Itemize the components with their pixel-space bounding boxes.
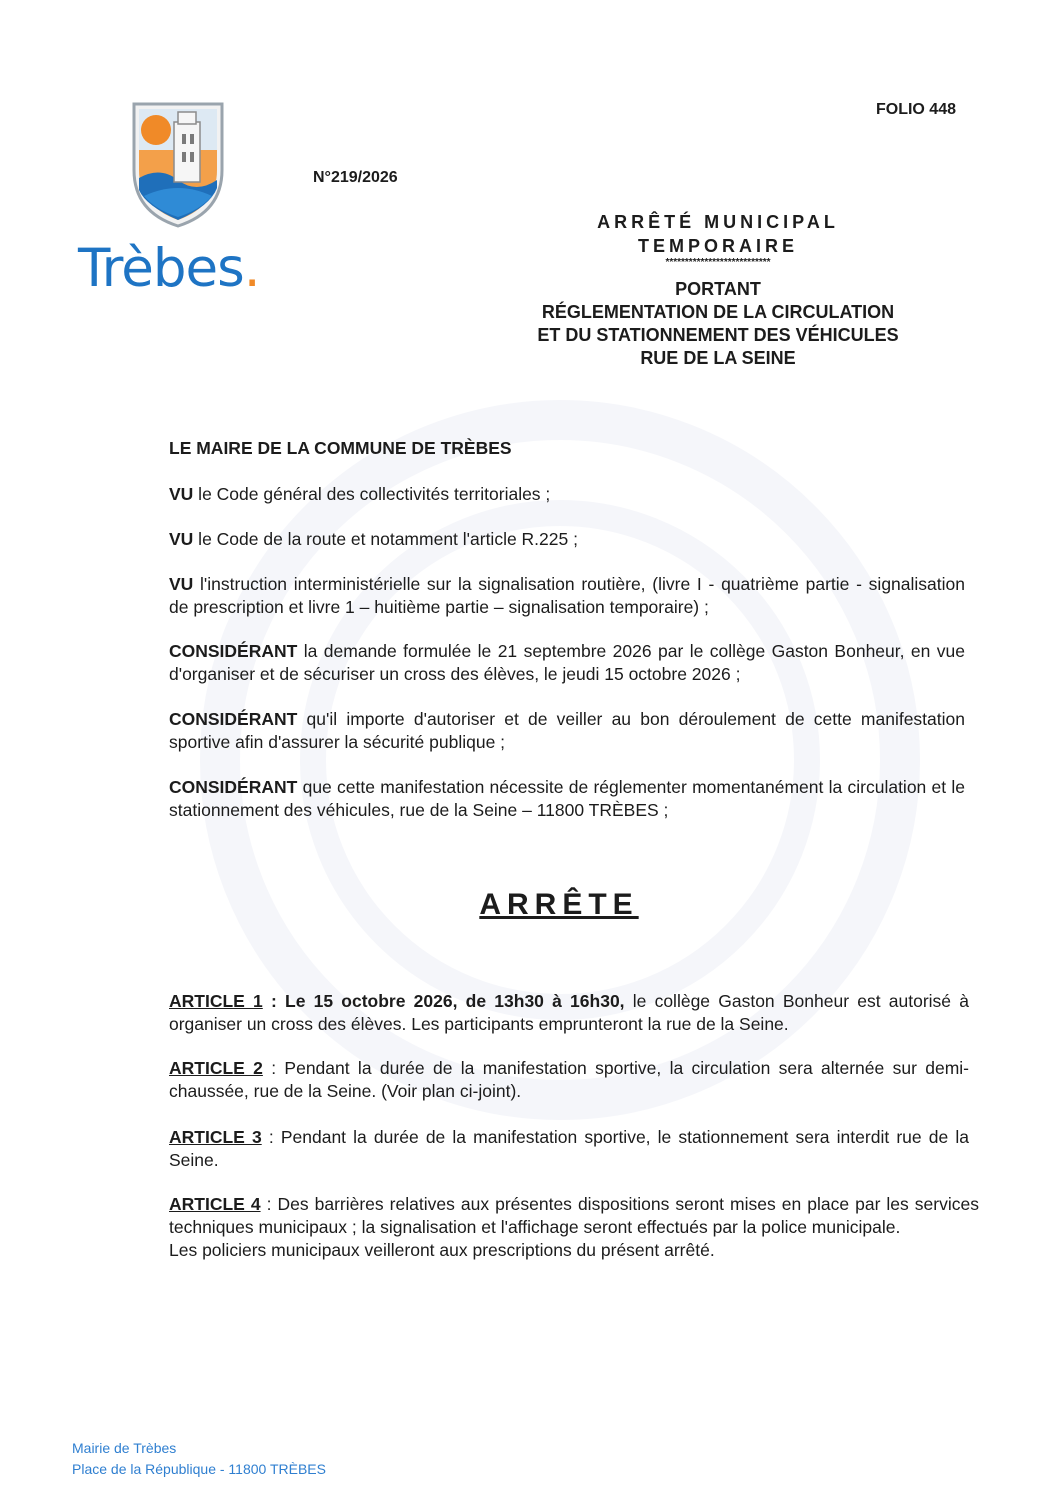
article-3 xyxy=(169,1126,969,1172)
mayor-heading: LE MAIRE DE LA COMMUNE DE TRÈBES xyxy=(169,438,512,458)
town-wordmark xyxy=(78,238,260,299)
folio-number: FOLIO 448 xyxy=(875,101,956,118)
considerant-label: CONSIDÉRANT xyxy=(169,709,298,729)
vu-label: VU xyxy=(169,484,194,504)
considerant-text: la demande formulée le 21 septembre 2026 par le collège Gaston Bonheur, en vue d'organiser et de sécuriser un cross des élèves, le jeudi 15 octobre 2026 ; xyxy=(169,641,965,684)
decree-type-line1: ARRÊTÉ MUNICIPAL xyxy=(597,212,839,232)
arrete-title: ARRÊTE xyxy=(479,888,639,921)
decree-type-line2: TEMPORAIRE xyxy=(637,236,798,256)
considerant-label: CONSIDÉRANT xyxy=(169,777,298,797)
article-text: : Pendant la durée de la manifestation sportive, le stationnement sera interdit rue de la Seine. xyxy=(169,1127,969,1170)
portant-label: PORTANT xyxy=(675,279,761,299)
vu-text: le Code général des collectivités territoriales ; xyxy=(193,484,551,504)
article-bold-text: : Le 15 octobre 2026, de 13h30 à 16h30, xyxy=(262,991,625,1011)
footer-line1: Mairie de Trèbes xyxy=(72,1440,177,1456)
footer-line2: Place de la République - 11800 TRÈBES xyxy=(72,1461,326,1477)
separator-stars: *************************** xyxy=(665,257,771,268)
considerant-paragraph-1 xyxy=(169,640,965,686)
decree-number: N°219/2026 xyxy=(313,169,398,186)
vu-text: l'instruction interministérielle sur la signalisation routière, (livre I - quatrième partie - signalisation de prescription et livre 1 – huitième partie – signalisation temporaire) ; xyxy=(169,574,965,617)
vu-paragraph-1 xyxy=(169,483,965,506)
article-2 xyxy=(169,1057,969,1103)
article-4 xyxy=(169,1193,979,1262)
considerant-paragraph-2 xyxy=(169,708,965,754)
wordmark-dot: . xyxy=(243,238,260,299)
town-crest-logo xyxy=(130,100,226,228)
decree-heading xyxy=(500,210,936,370)
considerant-text: que cette manifestation nécessite de réglementer momentanément la circulation et le stationnement des véhicules, rue de la Seine – 11800 TRÈBES ; xyxy=(169,777,965,820)
vu-label: VU xyxy=(169,574,194,594)
article-text: : Des barrières relatives aux présentes dispositions seront mises en place par les services techniques municipaux ; la signalisation et l'affichage seront effectués par la police municipale. xyxy=(169,1194,979,1237)
article-label: ARTICLE 4 xyxy=(169,1194,261,1214)
subject-line1: RÉGLEMENTATION DE LA CIRCULATION xyxy=(541,302,895,322)
article-text: : Pendant la durée de la manifestation sportive, la circulation sera alternée sur demi-chaussée, rue de la Seine. (Voir plan ci-joint). xyxy=(169,1058,969,1101)
considerant-text: qu'il importe d'autoriser et de veiller au bon déroulement de cette manifestation sportive afin d'assurer la sécurité publique ; xyxy=(169,709,965,752)
wordmark-text: Trèbes xyxy=(78,238,244,299)
subject-line3: RUE DE LA SEINE xyxy=(640,348,796,368)
article-label: ARTICLE 1 xyxy=(169,991,263,1011)
article-label: ARTICLE 3 xyxy=(169,1127,262,1147)
article-4-closing: Les policiers municipaux veilleront aux prescriptions du présent arrêté. xyxy=(169,1240,715,1260)
considerant-paragraph-3 xyxy=(169,776,965,822)
subject-line2: ET DU STATIONNEMENT DES VÉHICULES xyxy=(537,325,899,345)
article-1 xyxy=(169,990,969,1036)
vu-text: le Code de la route et notamment l'article R.225 ; xyxy=(193,529,578,549)
vu-paragraph-3 xyxy=(169,573,965,619)
footer-address xyxy=(72,1438,326,1480)
article-text: le collège Gaston Bonheur est autorisé à organiser un cross des élèves. Les participants emprunteront la rue de la Seine. xyxy=(169,991,969,1034)
considerant-label: CONSIDÉRANT xyxy=(169,641,298,661)
vu-paragraph-2 xyxy=(169,528,965,551)
article-label: ARTICLE 2 xyxy=(169,1058,263,1078)
vu-label: VU xyxy=(169,529,194,549)
